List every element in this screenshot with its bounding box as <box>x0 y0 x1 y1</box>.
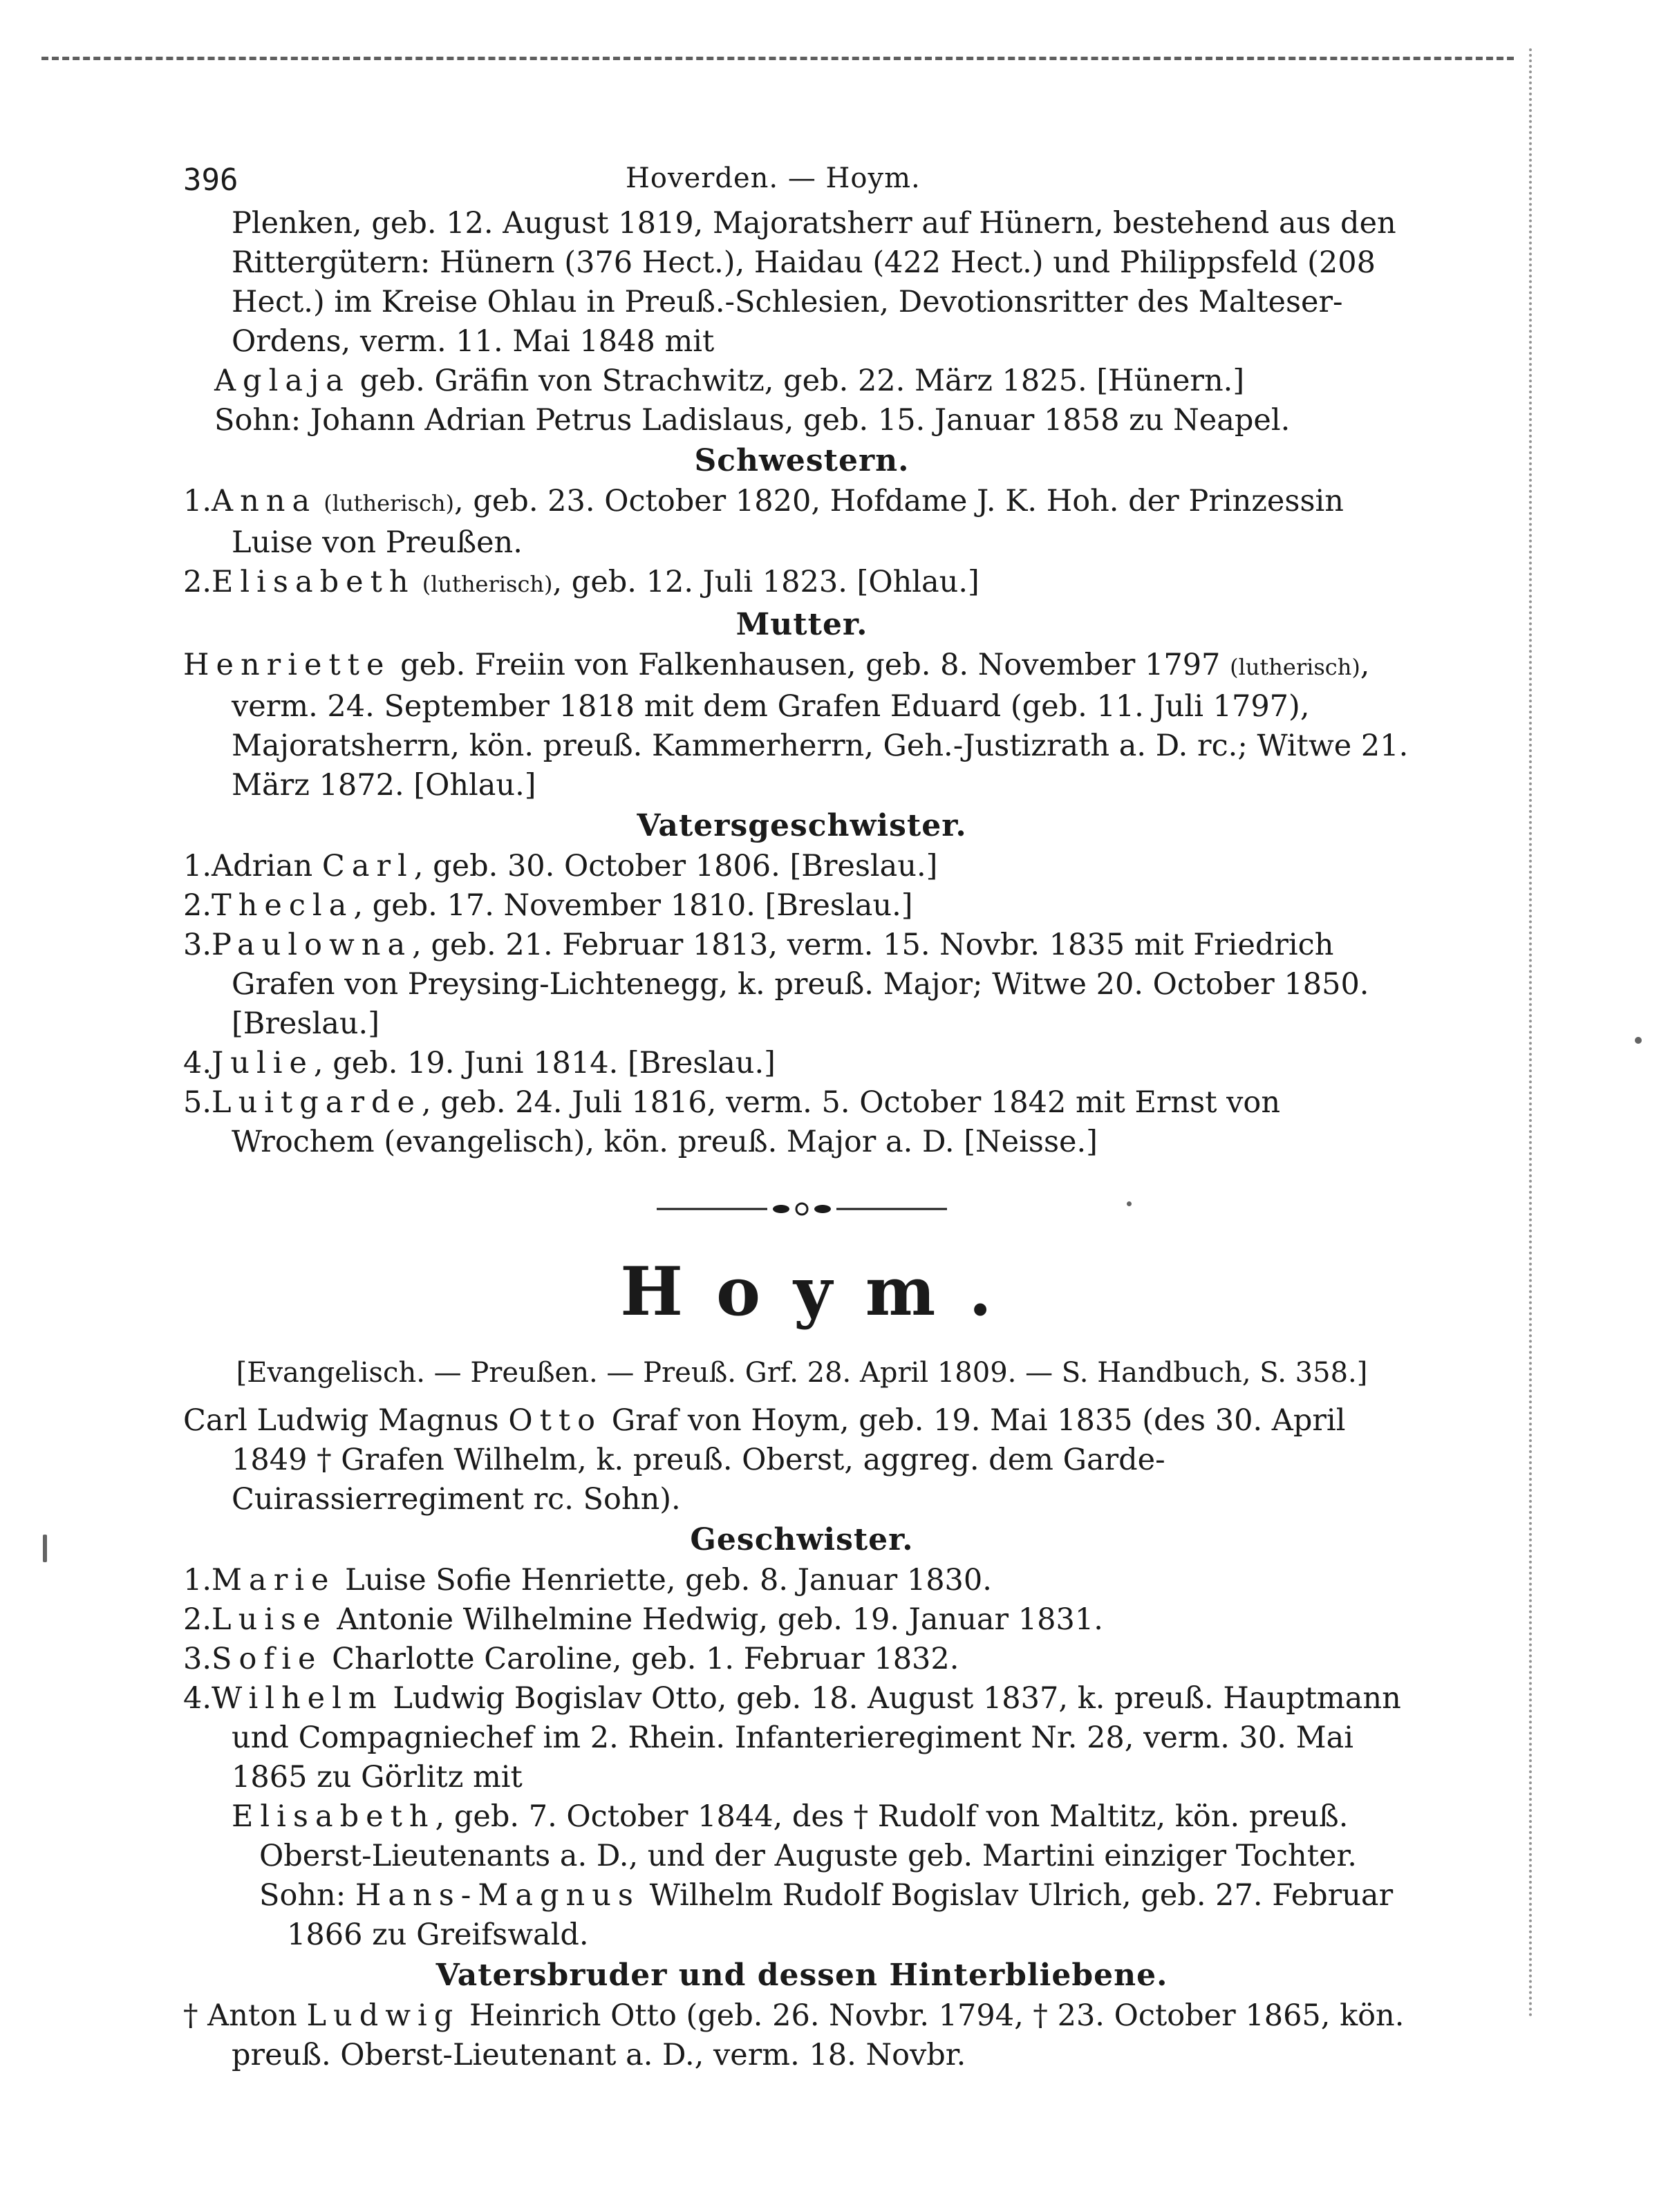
sibling-name: Marie <box>212 1563 336 1597</box>
item-number: 4. <box>183 1046 212 1080</box>
sister-name: Anna <box>212 484 317 518</box>
sibling-rest: Antonie Wilhelmine Hedwig, geb. 19. Januar 1831. <box>327 1602 1103 1637</box>
sibling-item <box>183 1640 1421 1679</box>
fathers-sibling-item <box>183 1044 1421 1083</box>
son-name: Johann Adrian Petrus Ladislaus <box>310 403 785 438</box>
wife-son-rest: Wilhelm Rudolf Bogislav Ulrich, geb. 27. Februar 1866 zu Greifswald. <box>287 1878 1394 1952</box>
running-head <box>183 156 1421 204</box>
wife-rest: , geb. 7. October 1844, des † Rudolf von Maltitz, kön. preuß. Oberst-Lieutenants a. D., und der Auguste geb. Martini einziger Tochter. <box>259 1799 1357 1873</box>
item-number: 2. <box>183 565 212 599</box>
sister-item <box>183 563 1421 604</box>
son-rest: , geb. 15. Januar 1858 zu Neapel. <box>784 403 1291 438</box>
running-title: Hoverden. — Hoym. <box>626 162 921 194</box>
top-entry <box>183 204 1421 362</box>
sister-rest: , geb. 12. Juli 1823. [Ohlau.] <box>552 565 980 599</box>
book-page <box>183 156 1421 2075</box>
mother-entry <box>183 646 1421 805</box>
item-number: 1. <box>183 1563 212 1597</box>
spouse-entry <box>183 362 1421 401</box>
sibling-rest: , geb. 30. October 1806. [Breslau.] <box>413 849 938 883</box>
item-number: 4. <box>183 1681 212 1716</box>
wife-son-entry <box>183 1876 1421 1955</box>
death-cross: † <box>183 1998 208 2033</box>
spouse-rest: geb. Gräfin von Strachwitz, geb. 22. März 1825. [Hünern.] <box>350 364 1245 398</box>
sibling-item <box>183 1600 1421 1640</box>
uncle-rest: Heinrich Otto (geb. 26. Novbr. 1794, † 23. October 1865, kön. preuß. Oberst-Lieutenant a. D., verm. 18. Novbr. <box>232 1998 1405 2072</box>
sibling-name: Thecla <box>212 888 354 923</box>
scan-edge-right <box>1529 48 1532 2018</box>
siblings-heading: Geschwister. <box>690 1522 914 1557</box>
sister-name: Elisabeth <box>212 565 415 599</box>
uncle-name: Ludwig <box>306 1998 460 2033</box>
sibling-rest: , geb. 17. November 1810. [Breslau.] <box>353 888 913 923</box>
item-number: 1. <box>183 849 212 883</box>
spouse-name: Aglaja <box>214 364 350 398</box>
item-number: 5. <box>183 1085 212 1120</box>
sibling-rest: , geb. 19. Juni 1814. [Breslau.] <box>313 1046 776 1080</box>
scan-speck <box>43 1535 47 1562</box>
sister-note: (lutherisch) <box>317 490 454 516</box>
head-name: Otto <box>508 1403 603 1438</box>
mother-rest-2: , verm. 24. September 1818 mit dem Grafen Eduard (geb. 11. Juli 1797), Majoratsherrn, kön. preuß. Kammerherrn, Geh.-Justizrath a. D. rc.; Witwe 21. März 1872. [Ohlau.] <box>232 648 1409 803</box>
sibling-name: Wilhelm <box>212 1681 384 1716</box>
item-number: 2. <box>183 1602 212 1637</box>
sibling-name: Paulowna <box>212 928 413 962</box>
mother-note: (lutherisch) <box>1230 654 1360 680</box>
head-rest: Graf von Hoym, geb. 19. Mai 1835 (des 30. April 1849 † Grafen Wilhelm, k. preuß. Oberst, aggreg. dem Garde-Cuirassierregiment rc. Sohn). <box>232 1403 1346 1517</box>
sisters-heading: Schwestern. <box>694 443 910 478</box>
son-entry <box>183 401 1421 440</box>
fathers-sibling-item <box>183 926 1421 1044</box>
fathers-sibling-item <box>183 886 1421 926</box>
item-number: 3. <box>183 928 212 962</box>
sibling-rest: , geb. 21. Februar 1813, verm. 15. Novbr. 1835 mit Friedrich Grafen von Preysing-Lichtenegg, k. preuß. Major; Witwe 20. October 1850. [Breslau.] <box>232 928 1369 1041</box>
ornament-divider <box>657 1195 947 1223</box>
scan-speck <box>1635 1037 1642 1044</box>
fathers-sibling-item <box>183 1083 1421 1162</box>
sibling-name: Julie <box>212 1046 314 1080</box>
sibling-name: Luitgarde <box>212 1085 422 1120</box>
sibling-rest: , geb. 24. Juli 1816, verm. 5. October 1842 mit Ernst von Wrochem (evangelisch), kön. preuß. Major a. D. [Neisse.] <box>232 1085 1281 1159</box>
family-info: [Evangelisch. — Preußen. — Preuß. Grf. 28. April 1809. — S. Handbuch, S. 358.] <box>236 1357 1368 1389</box>
fathers-siblings-heading: Vatersgeschwister. <box>637 808 967 843</box>
wife-son-label: Sohn: <box>259 1878 355 1913</box>
top-entry-text: Plenken, geb. 12. August 1819, Majoratsherr auf Hünern, bestehend aus den Rittergütern: Hünern (376 Hect.), Haidau (422 Hect.) und Philippsfeld (208 Hect.) im Kreise Ohlau in Preuß.-Schlesien, Devotionsritter des Malteser-Ordens, verm. 11. Mai 1848 mit <box>232 206 1396 359</box>
uncle-prefix: Anton <box>207 1998 307 2033</box>
uncle-entry <box>183 1996 1421 2075</box>
wife-name: Elisabeth <box>232 1799 435 1834</box>
mother-heading: Mutter. <box>735 607 868 642</box>
family-title: Hoym. <box>620 1253 1025 1331</box>
sibling-item <box>183 1561 1421 1600</box>
fathers-sibling-item <box>183 847 1421 886</box>
sibling-name: Luise <box>212 1602 328 1637</box>
item-number: 2. <box>183 888 212 923</box>
sister-rest: , geb. 23. October 1820, Hofdame J. K. Hoh. der Prinzessin Luise von Preußen. <box>232 484 1344 560</box>
page-number: 396 <box>183 162 238 198</box>
sibling-name: Sofie <box>212 1642 323 1676</box>
item-number: 3. <box>183 1642 212 1676</box>
sister-note: (lutherisch) <box>415 571 553 597</box>
wife-son-name: Hans-Magnus <box>355 1878 640 1913</box>
mother-rest: geb. Freiin von Falkenhausen, geb. 8. November 1797 <box>391 648 1230 682</box>
wife-entry <box>183 1797 1421 1876</box>
son-label: Sohn: <box>214 403 310 438</box>
head-prefix: Carl Ludwig Magnus <box>183 1403 509 1438</box>
sibling-rest: Luise Sofie Henriette, geb. 8. Januar 1830. <box>335 1563 992 1597</box>
mother-name: Henriette <box>183 648 391 682</box>
sibling-rest: Charlotte Caroline, geb. 1. Februar 1832. <box>322 1642 959 1676</box>
sibling-name: Carl <box>321 849 414 883</box>
item-number: 1. <box>183 484 212 518</box>
sibling-prefix: Adrian <box>212 849 322 883</box>
family-head-entry <box>183 1401 1421 1519</box>
sibling-item <box>183 1679 1421 1797</box>
sibling-rest: Ludwig Bogislav Otto, geb. 18. August 1837, k. preuß. Hauptmann und Compagniechef im 2. Rhein. Infanterieregiment Nr. 28, verm. 30. Mai 1865 zu Görlitz mit <box>232 1681 1401 1794</box>
scan-edge-top <box>41 57 1514 60</box>
sister-item <box>183 482 1421 563</box>
uncle-heading: Vatersbruder und dessen Hinterbliebene. <box>435 1958 1168 1993</box>
